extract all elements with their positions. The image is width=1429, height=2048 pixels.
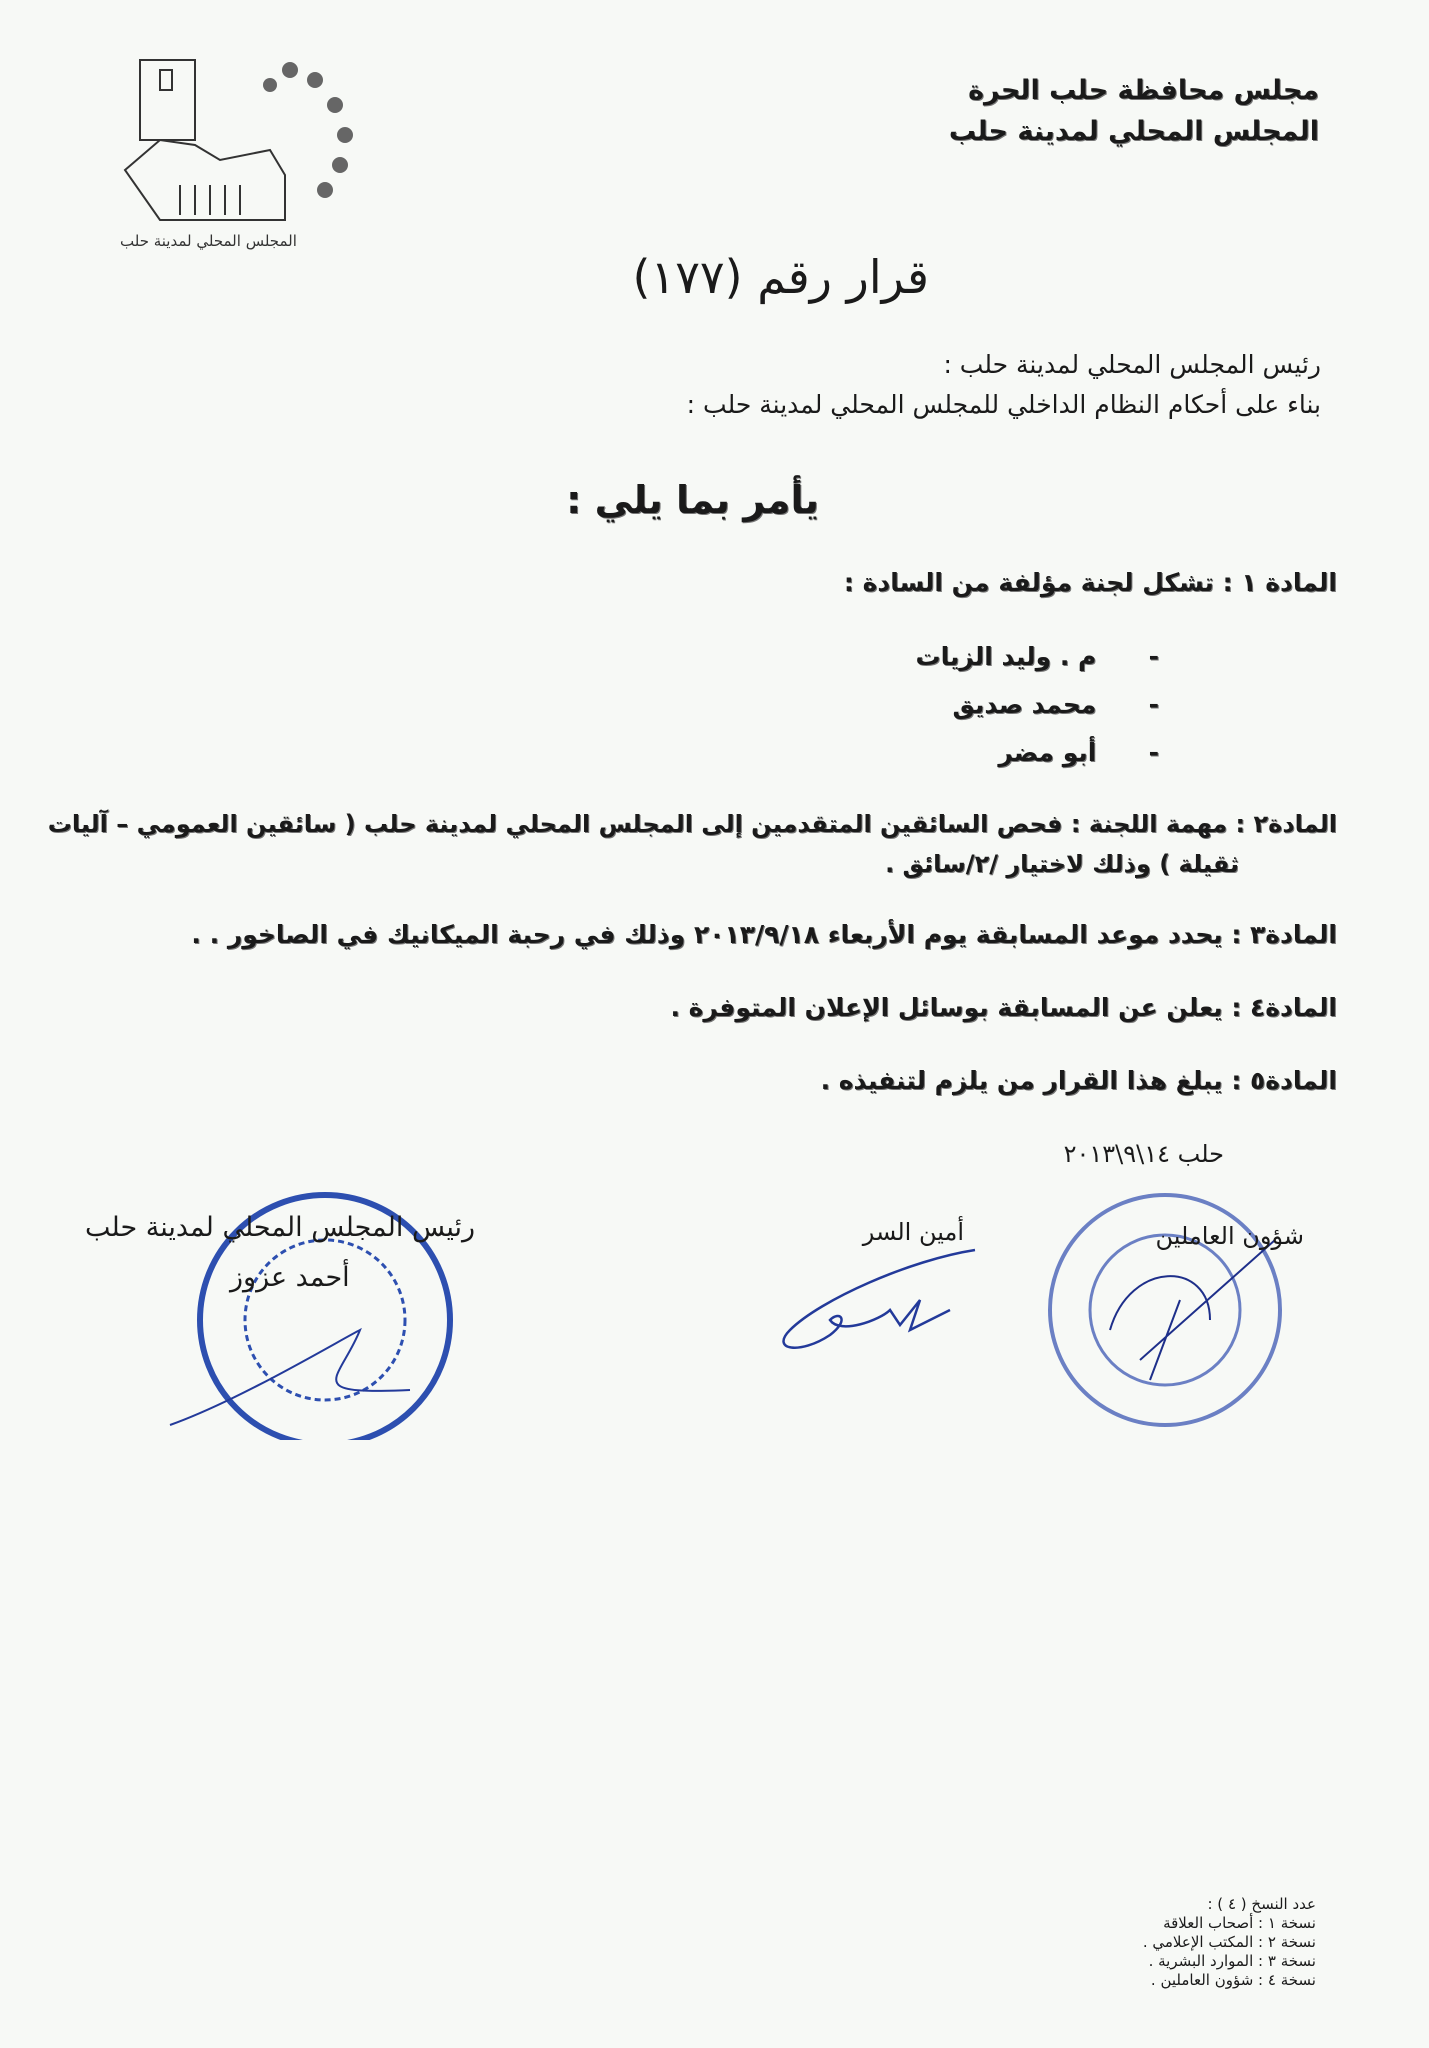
intro-line-1: رئيس المجلس المحلي لمدينة حلب : <box>943 350 1321 379</box>
secretary-signature <box>760 1240 990 1360</box>
council-logo <box>120 50 365 235</box>
article-2-line-2: ثقيلة ) وذلك لاختيار /٢/سائق . <box>885 850 1239 878</box>
decision-title: قرار رقم (١٧٧) <box>632 250 929 304</box>
article-4: المادة٤ : يعلن عن المسابقة بوسائل الإعلان المتوفرة . <box>670 993 1337 1022</box>
article-2-line-1: المادة٢ : مهمة اللجنة : فحص السائقين المتقدمين إلى المجلس المحلي لمدينة حلب ( سائقين العمومي – آليات <box>47 810 1337 838</box>
logo-caption: المجلس المحلي لمدينة حلب <box>120 232 297 250</box>
list-dash: - <box>1148 738 1159 767</box>
member-item <box>998 738 1159 767</box>
list-dash: - <box>1148 642 1159 671</box>
member-item <box>915 642 1159 671</box>
order-heading: يأمر بما يلي : <box>566 478 819 522</box>
header-line-2: المجلس المحلي لمدينة حلب <box>948 116 1319 147</box>
personnel-label: شؤون العاملين <box>1155 1222 1304 1250</box>
date: حلب ١٤\٩\٢٠١٣ <box>1063 1140 1224 1168</box>
copy-item: نسخة ٢ : المكتب الإعلامي . <box>1142 1933 1316 1951</box>
secretary-label: أمين السر <box>862 1218 964 1246</box>
copy-item: نسخة ٤ : شؤون العاملين . <box>1150 1971 1316 1989</box>
copy-item: نسخة ٣ : الموارد البشرية . <box>1148 1952 1316 1970</box>
intro-line-2: بناء على أحكام النظام الداخلي للمجلس المحلي لمدينة حلب : <box>686 390 1321 419</box>
article-5: المادة٥ : يبلغ هذا القرار من يلزم لتنفيذه . <box>820 1066 1337 1095</box>
member-name: أبو مضر <box>998 738 1097 767</box>
list-dash: - <box>1148 690 1159 719</box>
article-1: المادة ١ : تشكل لجنة مؤلفة من السادة : <box>843 568 1337 597</box>
copy-item: نسخة ١ : أصحاب العلاقة <box>1163 1914 1316 1932</box>
president-title: رئيس المجلس المحلي لمدينة حلب <box>85 1212 476 1243</box>
header-line-1: مجلس محافظة حلب الحرة <box>968 75 1319 106</box>
copies-header: عدد النسخ ( ٤ ) : <box>1207 1895 1316 1913</box>
personnel-stamp <box>1040 1170 1300 1430</box>
president-name: أحمد عزوز <box>230 1262 350 1293</box>
member-name: م . وليد الزيات <box>915 642 1097 671</box>
article-3: المادة٣ : يحدد موعد المسابقة يوم الأربعاء ٢٠١٣/٩/١٨ وذلك في رحبة الميكانيك في الصاخور . . <box>191 920 1337 949</box>
member-item <box>952 690 1159 719</box>
member-name: محمد صديق <box>952 690 1097 719</box>
